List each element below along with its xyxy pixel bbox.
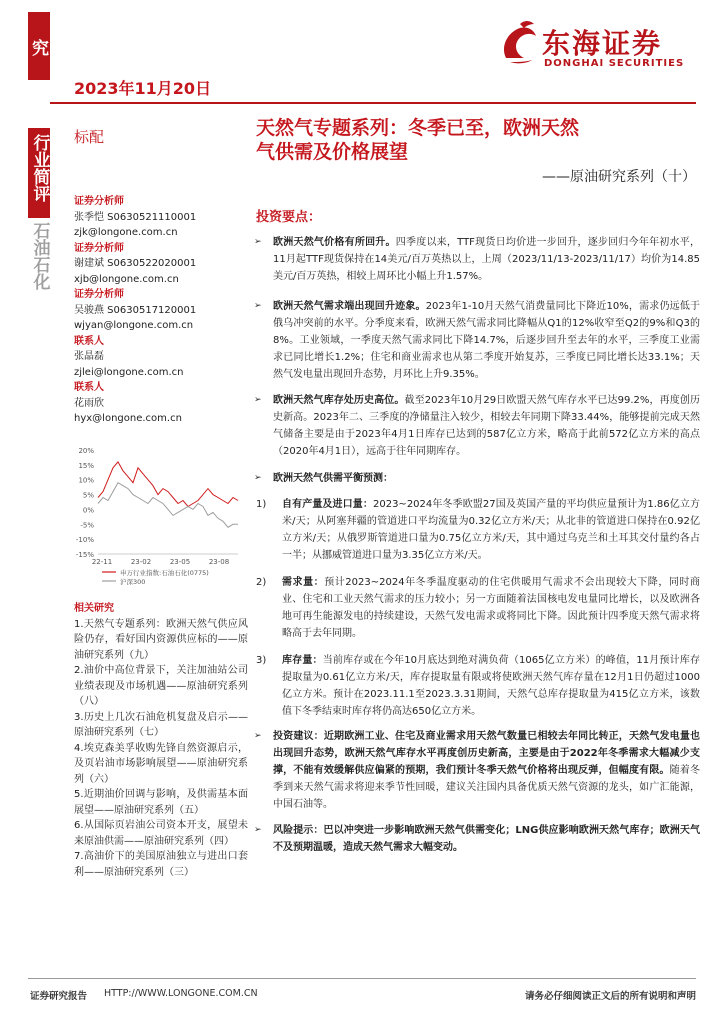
item-bold: 需求量： bbox=[282, 577, 325, 588]
report-category-text: 行业研究 bbox=[28, 21, 67, 73]
item-text: 2023~2024年冬季欧盟27国及英国产量的平均供应量预计为1.86亿立方米/天；从阿塞拜疆的管道进口平均流量为0.32亿立方米/天；从北非的管道进口保持在0.92亿立方米/天；从俄罗斯管道进口量为0.75亿立方米/天，其中通过乌克兰和土耳其交付量约各占一半；从挪威管道进口量为3.35亿立方米/天。 bbox=[282, 499, 700, 561]
y-tick-label: 15% bbox=[78, 461, 94, 470]
footer-disclaimer: 请务必仔细阅读正文后的所有说明和声明 bbox=[524, 991, 696, 1002]
footer-url[interactable]: HTTP://WWW.LONGONE.COM.CN bbox=[104, 988, 258, 999]
highlight-forecast bbox=[256, 470, 700, 487]
report-series: ——原油研究系列（十） bbox=[542, 169, 696, 185]
forecast-storage bbox=[256, 652, 700, 720]
y-tick-label: 10% bbox=[78, 476, 94, 485]
related-research-item[interactable]: 1.天然气专题系列：欧洲天然气供应风险仍存，看好国内资源供应标的——原油研究系列（九） bbox=[74, 618, 248, 661]
highlight-text: 截至2023年10月29日欧盟天然气库存水平已达99.2%，再度创历史新高。2023年二、三季度的净储量注入较少，相较去年同期下降33.44%，能够提前完成天然气储备主要是由于2023年4月1日库存已达到的587亿立方米，略高于此前572亿立方米的高点（2020年4月1日），远高于往年同期库存。 bbox=[273, 395, 701, 457]
logo-chinese-text: 东海证券 bbox=[542, 27, 663, 60]
report-type-text: 行业简评 bbox=[29, 134, 50, 202]
related-research-item[interactable]: 2.油价中高位背景下，关注加油站公司业绩表现及市场机遇——原油研究系列（八） bbox=[74, 665, 248, 707]
item-bold: 自有产量及进口量： bbox=[282, 499, 373, 510]
y-tick-label: -5% bbox=[80, 521, 94, 530]
highlight-storage bbox=[256, 392, 700, 460]
series-line-csi300 bbox=[98, 483, 238, 528]
analyst-label: 证券分析师 bbox=[74, 196, 124, 207]
contact-label: 联系人 bbox=[74, 335, 104, 347]
analyst-email[interactable]: wjyan@longone.com.cn bbox=[74, 320, 194, 331]
report-category-vertical-label bbox=[28, 12, 67, 80]
related-research-item[interactable]: 3.历史上几次石油危机复盘及启示——原油研究系列（七） bbox=[74, 711, 248, 738]
footer-left: 证券研究报告 bbox=[30, 991, 88, 1002]
x-tick-label: 23-02 bbox=[130, 558, 152, 566]
highlight-gas-price bbox=[256, 234, 700, 285]
related-research-heading: 相关研究 bbox=[74, 603, 114, 614]
industry-rating: 标配 bbox=[74, 128, 105, 146]
report-title-line1: 天然气专题系列：冬季已至，欧洲天然 bbox=[256, 117, 580, 139]
y-tick-label: 20% bbox=[78, 447, 94, 455]
highlight-text: 四季度以来，TTF现货日均价进一步回升，逐步回归今年年初水平，11月起TTF现货保持在14美元/百万英热以上，上周（2023/11/13-2023/11/17）均价为14.85美元/百万英热，相较上周环比小幅上升1.57%。 bbox=[273, 237, 701, 282]
item-number: 3) bbox=[256, 655, 267, 666]
x-tick-label: 23-05 bbox=[169, 558, 191, 566]
arrow-bullet-icon: ➢ bbox=[254, 731, 262, 741]
item-number: 1) bbox=[256, 499, 267, 510]
y-tick-label: -10% bbox=[75, 536, 94, 545]
x-tick-label: 23-08 bbox=[208, 558, 230, 566]
related-research bbox=[74, 601, 248, 880]
legend-label: 沪深300 bbox=[120, 578, 146, 586]
forecast-supply bbox=[256, 496, 700, 564]
series-line-petrochem bbox=[98, 462, 238, 507]
dragon-logo-icon bbox=[498, 18, 540, 66]
highlight-bold: 欧洲天然气库存处历史高位。 bbox=[273, 395, 405, 406]
related-research-item[interactable]: 7.高油价下的美国原油独立与进出口套利——原油研究系列（三） bbox=[74, 851, 248, 878]
analyst-name: 吴骏燕 S0630517120001 bbox=[74, 304, 197, 316]
header-divider bbox=[50, 102, 696, 104]
item-number: 2) bbox=[256, 577, 267, 588]
report-type-vertical-label bbox=[28, 128, 50, 218]
highlight-bold: 欧洲天然气供需平衡预测： bbox=[273, 473, 393, 484]
logo-english-text: DONGHAI SECURITIES bbox=[544, 58, 685, 69]
highlight-bold: 欧洲天然气需求端出现回升迹象。 bbox=[273, 301, 426, 312]
industry-vertical-label bbox=[28, 216, 50, 322]
arrow-bullet-icon: ➢ bbox=[254, 473, 262, 483]
arrow-bullet-icon: ➢ bbox=[254, 825, 262, 835]
item-bold: 库存量： bbox=[282, 655, 323, 666]
y-tick-label: -15% bbox=[75, 551, 94, 559]
performance-line-chart bbox=[66, 444, 246, 594]
arrow-bullet-icon: ➢ bbox=[254, 395, 262, 405]
legend-label: 申万行业指数:石油石化(0775) bbox=[120, 569, 209, 577]
highlight-demand bbox=[256, 298, 700, 383]
report-title-line2: 气供需及价格展望 bbox=[256, 141, 409, 163]
report-title bbox=[256, 116, 700, 164]
item-text: 当前库存或在今年10月底达到绝对满负荷（1065亿立方米）的峰值，11月预计库存提取量为0.61亿立方米/天，库存提取量有限或将使欧洲天然气库存量在12月1日仍超过1000亿立方米。预计在2023.11.1至2023.3.31期间，天然气总库存提取量为415亿立方米，该数值下冬季结束时库存将仍高达650亿立方米。 bbox=[282, 655, 700, 717]
advice-bold: 投资建议：近期欧洲工业、住宅及商业需求用天然气数量已相较去年同比转正，天然气发电量也出现回升态势，欧洲天然气库存水平再度创历史新高，主要是由于2022年冬季需求大幅减少支撑，不能有效缓解供应偏紧的预期，我们预计冬季天然气价格将出现反弹，但幅度有限。 bbox=[273, 731, 700, 776]
investment-highlights-heading: 投资要点： bbox=[256, 210, 322, 225]
forecast-demand bbox=[256, 574, 700, 642]
analyst-name: 谢建斌 S0630522020001 bbox=[74, 258, 197, 269]
highlight-bold: 欧洲天然气价格有所回升。 bbox=[273, 237, 396, 248]
industry-text: 石油石化 bbox=[29, 222, 50, 290]
contact-name: 张晶磊 bbox=[74, 351, 104, 362]
analyst-email[interactable]: zjk@longone.com.cn bbox=[74, 227, 178, 238]
report-date: 2023年11月20日 bbox=[74, 79, 212, 98]
arrow-bullet-icon: ➢ bbox=[254, 237, 262, 247]
advice-text: 随着冬季到来天然气需求将迎来季节性回暖，建议关注国内具备优质天然气资源的龙头，如广汇能源，中国石油等。 bbox=[273, 765, 701, 810]
risk-warning bbox=[256, 822, 700, 856]
analyst-name: 张季恺 S0630521110001 bbox=[74, 211, 197, 223]
contact-email[interactable]: hyx@longone.com.cn bbox=[74, 413, 182, 424]
analyst-label: 证券分析师 bbox=[74, 289, 124, 300]
investment-advice bbox=[256, 728, 700, 813]
contact-name: 花雨欣 bbox=[74, 397, 104, 409]
brand-logo bbox=[498, 18, 698, 78]
x-tick-label: 22-11 bbox=[91, 558, 113, 566]
related-research-item[interactable]: 4.埃克森美孚收购先锋自然资源启示，及页岩油市场影响展望——原油研究系列（六） bbox=[74, 742, 248, 785]
analyst-list bbox=[74, 194, 234, 427]
arrow-bullet-icon: ➢ bbox=[254, 301, 262, 311]
contact-label: 联系人 bbox=[74, 382, 104, 393]
risk-bold: 风险提示：巴以冲突进一步影响欧洲天然气供需变化；LNG供应影响欧洲天然气库存；欧洲天气不及预期温暖，造成天然气需求大幅变动。 bbox=[273, 825, 700, 853]
related-research-item[interactable]: 6.从国际页岩油公司资本开支，展望未来原油供需——原油研究系列（四） bbox=[74, 820, 248, 847]
related-research-item[interactable]: 5.近期油价回调与影响，及供需基本面展望——原油研究系列（五） bbox=[74, 789, 248, 816]
analyst-email[interactable]: xjb@longone.com.cn bbox=[74, 273, 179, 285]
item-text: 预计2023~2024年冬季温度驱动的住宅供暖用气需求不会出现较大下降，同时商业、住宅和工业天然气需求的压力较小；另一方面随着法国核电发电量同比增长，以及欧洲各地可再生能源发电的持续建设，天然气发电需求或将同比下降。因此预计四季度天然气需求将略高于去年同期。 bbox=[282, 577, 700, 639]
contact-email[interactable]: zjlei@longone.com.cn bbox=[74, 366, 184, 378]
highlight-text: 2023年1-10月天然气消费量同比下降近10%，需求仍远低于俄乌冲突前的水平。分季度来看，欧洲天然气需求同比降幅从Q1的12%收窄至Q2的9%和Q3的8%。工业领域，一季度天然气需求同比下降14.7%，后逐步回升至去年的水平，三季度工业需求已同比增长1.2%；住宅和商业需求也从第二季度开始复苏，三季度已同比增长达33.1%；天然气发电量出现回升态势，月环比上升9.35%。 bbox=[273, 301, 700, 380]
analyst-label: 证券分析师 bbox=[74, 242, 124, 254]
footer-divider bbox=[28, 978, 696, 979]
y-tick-label: 0% bbox=[82, 506, 94, 515]
y-tick-label: 5% bbox=[82, 491, 94, 500]
